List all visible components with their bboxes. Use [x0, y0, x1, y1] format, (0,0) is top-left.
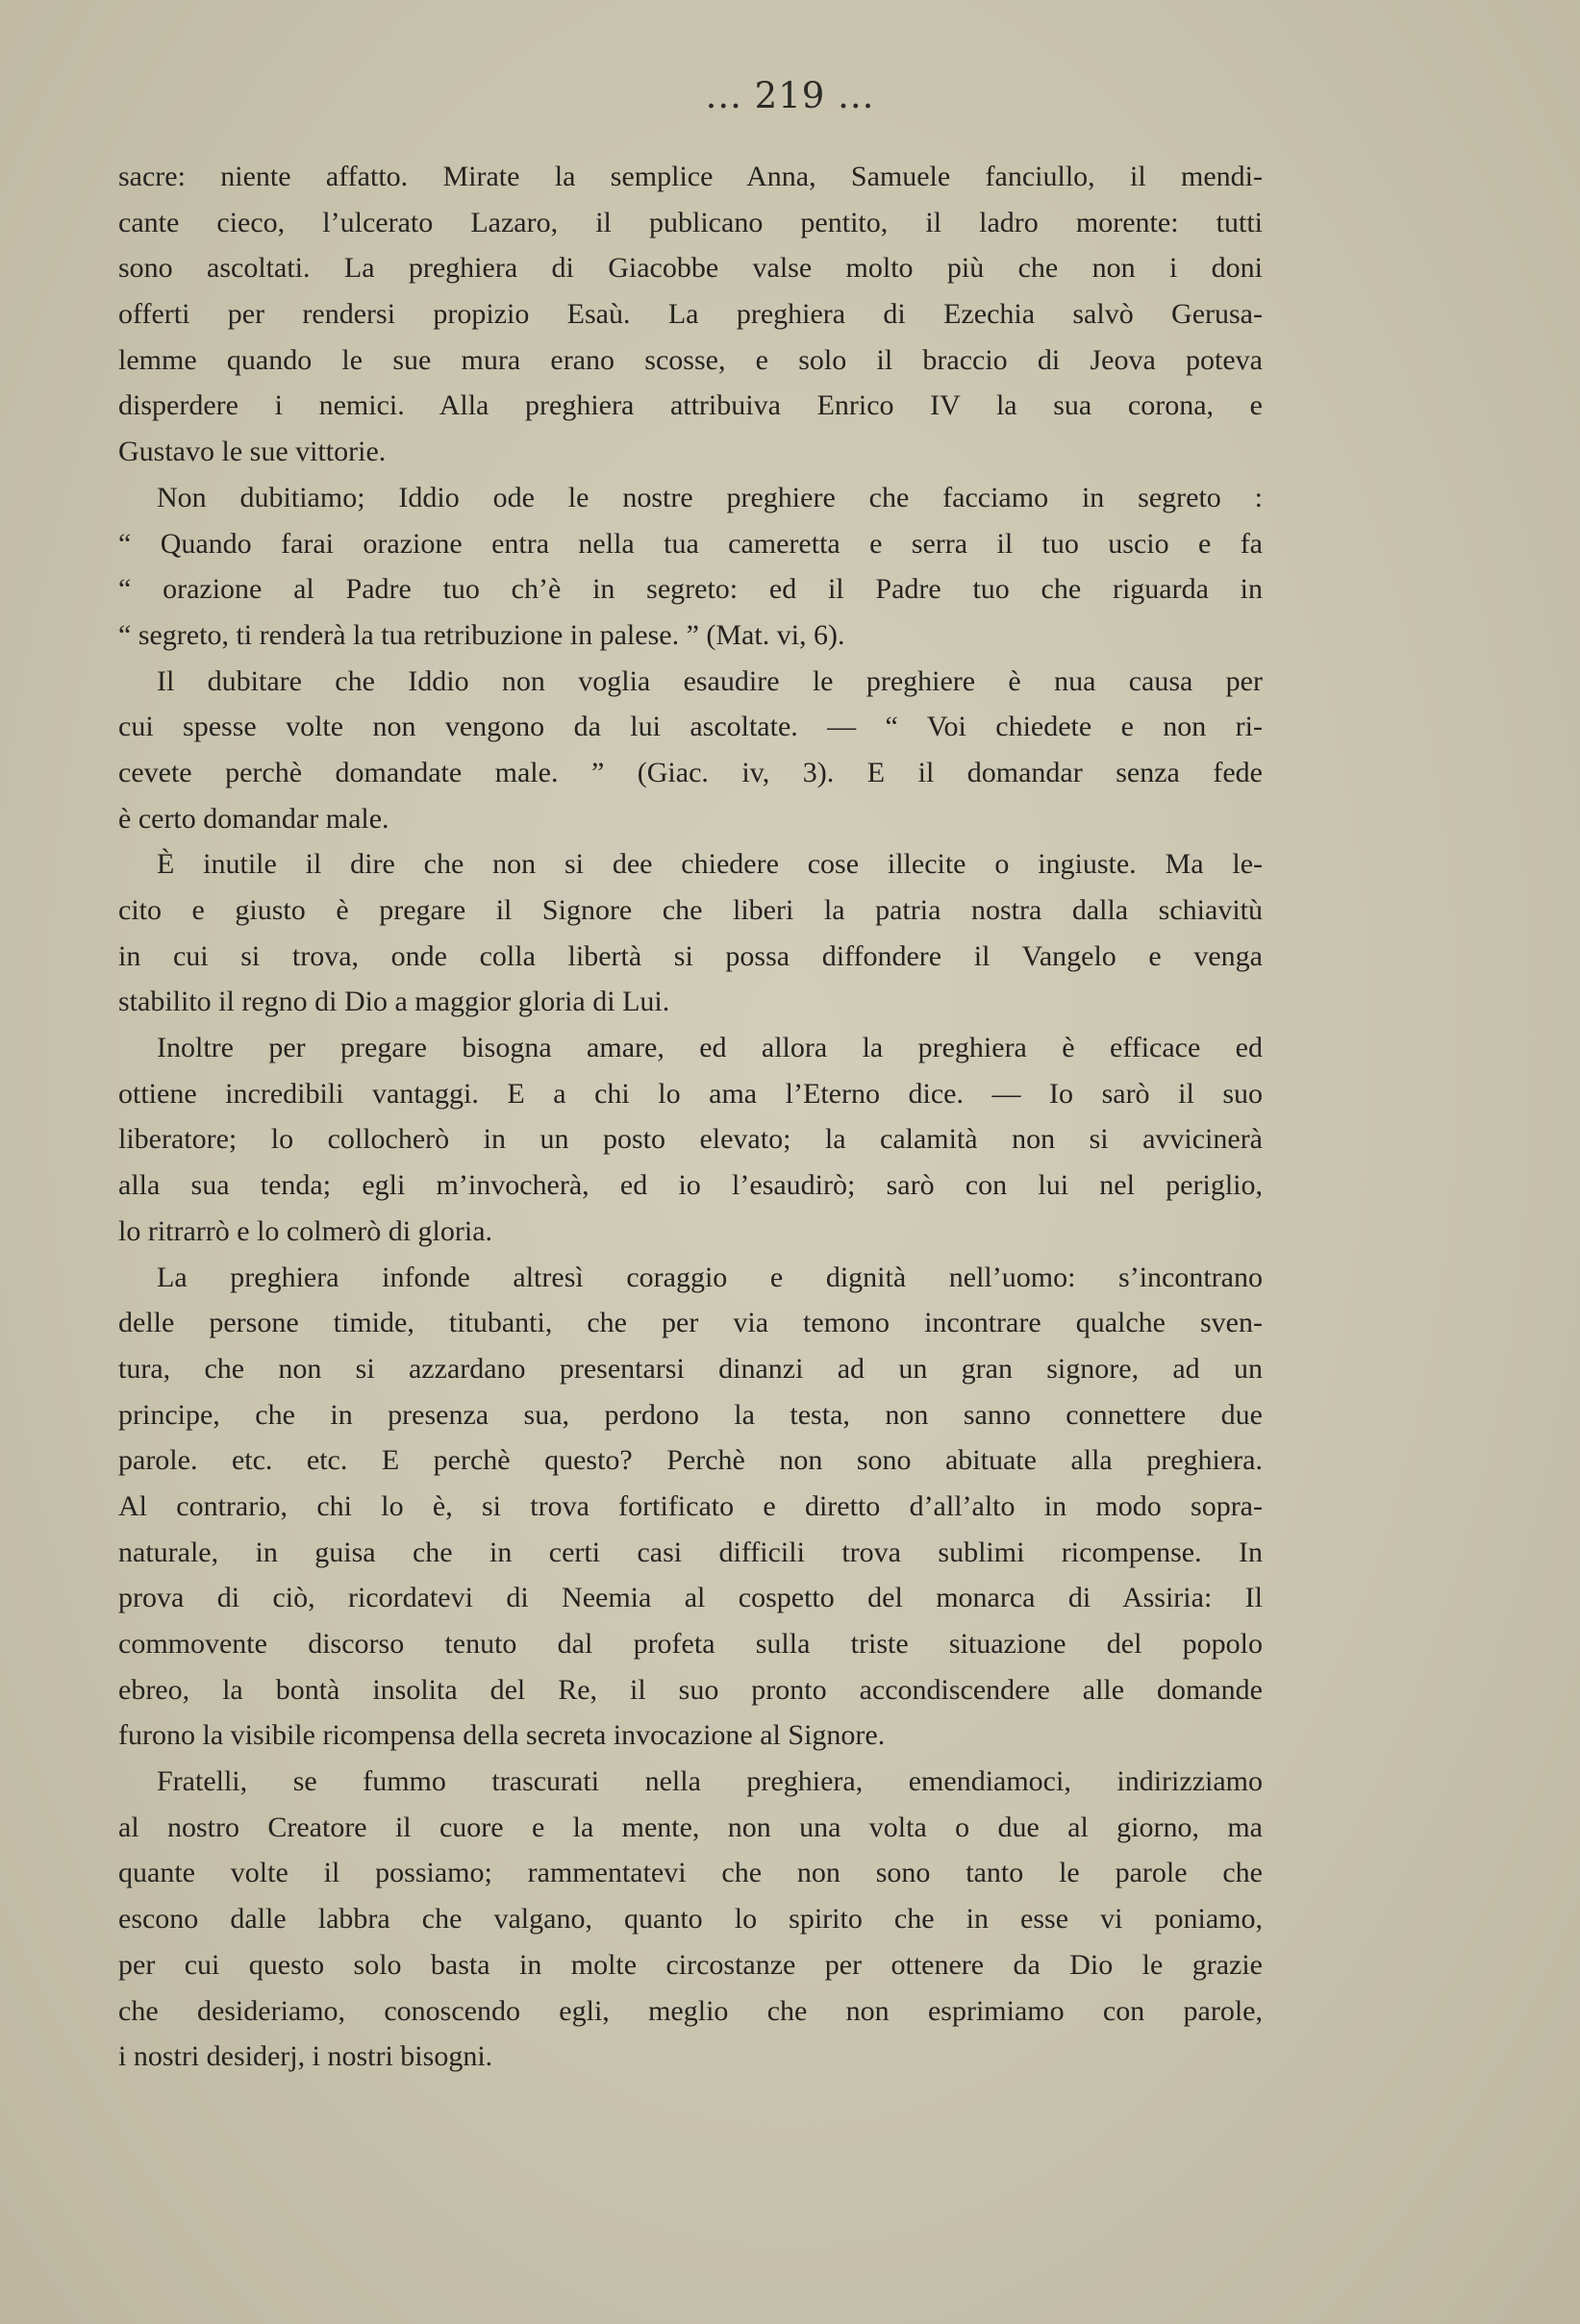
text-line: i nostri desiderj, i nostri bisogni.	[118, 2040, 493, 2073]
text-line: quante volte il possiamo; rammentatevi che non sono tanto le parole che	[118, 1857, 1263, 1889]
text-line: cui spesse volte non vengono da lui ascoltate. — “ Voi chiedete e non ri-	[118, 711, 1263, 743]
text-line: per cui questo solo basta in molte circostanze per ottenere da Dio le grazie	[118, 1948, 1263, 1981]
text-line: “ segreto, ti renderà la tua retribuzione in palese. ” (Mat. vi, 6).	[118, 618, 845, 651]
text-line: tura, che non si azzardano presentarsi dinanzi ad un gran signore, ad un	[118, 1352, 1263, 1385]
text-line: La preghiera infonde altresì coraggio e dignità nell’uomo: s’incontrano	[157, 1261, 1263, 1293]
text-line: disperdere i nemici. Alla preghiera attribuiva Enrico IV la sua corona, e	[118, 389, 1263, 422]
text-line: lemme quando le sue mura erano scosse, e solo il braccio di Jeova poteva	[118, 343, 1263, 376]
text-line: stabilito il regno di Dio a maggior gloria di Lui.	[118, 986, 670, 1018]
text-line: Non dubitiamo; Iddio ode le nostre preghiere che facciamo in segreto :	[157, 481, 1263, 513]
text-line: naturale, in guisa che in certi casi difficili trova sublimi ricompense. In	[118, 1536, 1263, 1568]
text-line: Gustavo le sue vittorie.	[118, 436, 387, 468]
text-line: furono la visibile ricompensa della secreta invocazione al Signore.	[118, 1719, 886, 1752]
text-line: al nostro Creatore il cuore e la mente, non una volta o due al giorno, ma	[118, 1811, 1263, 1843]
text-line: “ orazione al Padre tuo ch’è in segreto: ed il Padre tuo che riguarda in	[118, 573, 1263, 606]
text-line: lo ritrarrò e lo colmerò di gloria.	[118, 1214, 493, 1247]
text-line: ebreo, la bontà insolita del Re, il suo pronto accondiscendere alle domande	[118, 1673, 1263, 1706]
text-line: liberatore; lo collocherò in un posto elevato; la calamità non si avvicinerà	[118, 1123, 1263, 1156]
text-line: delle persone timide, titubanti, che per via temono incontrare qualche sven-	[118, 1307, 1263, 1339]
text-line: cito e giusto è pregare il Signore che liberi la patria nostra dalla schiavitù	[118, 894, 1263, 926]
text-line: parole. etc. etc. E perchè questo? Perchè non sono abituate alla preghiera.	[118, 1444, 1263, 1477]
text-line: Al contrario, chi lo è, si trova fortificato e diretto d’all’alto in modo sopra-	[118, 1489, 1263, 1522]
text-line: escono dalle labbra che valgano, quanto lo spirito che in esse vi poniamo,	[118, 1903, 1263, 1936]
text-line: principe, che in presenza sua, perdono la testa, non sanno connettere due	[118, 1398, 1263, 1431]
text-line: prova di ciò, ricordatevi di Neemia al cospetto del monarca di Assiria: Il	[118, 1582, 1263, 1614]
text-line: È inutile il dire che non si dee chiedere cose illecite o ingiuste. Ma le-	[157, 848, 1263, 881]
text-line: cevete perchè domandate male. ” (Giac. iv, 3). E il domandar senza fede	[118, 756, 1263, 788]
text-line: commovente discorso tenuto dal profeta sulla triste situazione del popolo	[118, 1628, 1263, 1660]
text-line: in cui si trova, onde colla libertà si possa diffondere il Vangelo e venga	[118, 939, 1263, 972]
text-line: che desideriamo, conoscendo egli, meglio che non esprimiamo con parole,	[118, 1994, 1263, 2027]
text-line: alla sua tenda; egli m’invocherà, ed io l’esaudirò; sarò con lui nel periglio,	[118, 1169, 1263, 1202]
page-number: ... 219 ...	[705, 75, 875, 116]
body-text	[118, 154, 1263, 2080]
text-line: Fratelli, se fummo trascurati nella preghiera, emendiamoci, indirizziamo	[157, 1765, 1263, 1798]
text-line: ottiene incredibili vantaggi. E a chi lo ama l’Eterno dice. — Io sarò il suo	[118, 1077, 1263, 1110]
text-line: “ Quando farai orazione entra nella tua cameretta e serra il tuo uscio e fa	[118, 527, 1263, 560]
text-line: è certo domandar male.	[118, 802, 389, 835]
text-line: offerti per rendersi propizio Esaù. La preghiera di Ezechia salvò Gerusa-	[118, 298, 1263, 331]
text-line: Il dubitare che Iddio non voglia esaudire le preghiere è nua causa per	[157, 664, 1263, 697]
text-line: Inoltre per pregare bisogna amare, ed allora la preghiera è efficace ed	[157, 1032, 1263, 1064]
text-line: cante cieco, l’ulcerato Lazaro, il publicano pentito, il ladro morente: tutti	[118, 206, 1263, 238]
text-line: sono ascoltati. La preghiera di Giacobbe valse molto più che non i doni	[118, 252, 1263, 285]
text-line: sacre: niente affatto. Mirate la semplice Anna, Samuele fanciullo, il mendi-	[118, 161, 1263, 192]
